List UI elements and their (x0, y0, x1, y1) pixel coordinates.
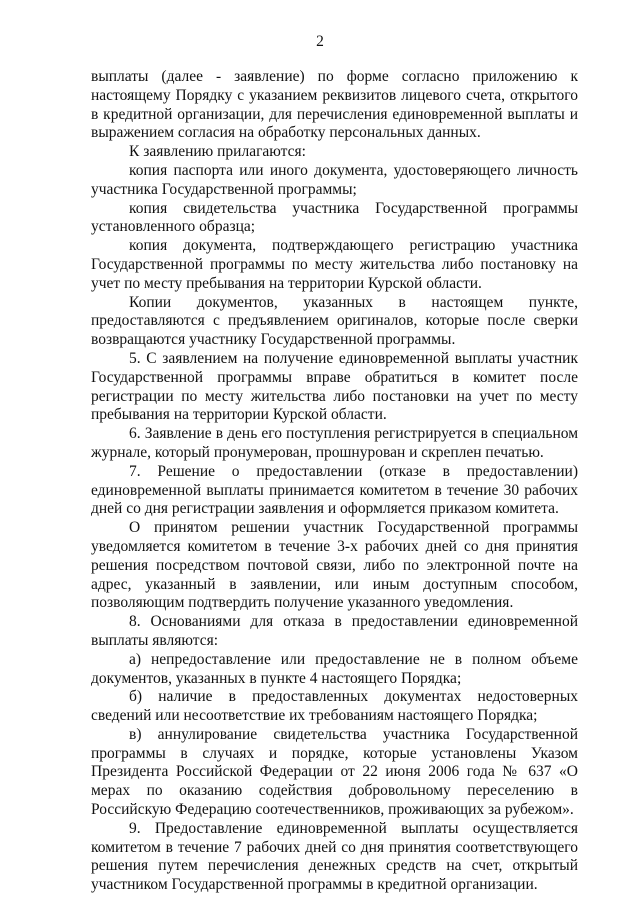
paragraph-item-9: 9. Предоставление единовременной выплаты осуществляется комитетом в течение 7 рабочих дней со дня принятия соответствующего решения путем перечисления денежных средств на счет, открытый участником Государственной программы в кредитной организации. (91, 819, 578, 894)
paragraph-registration-copy: копия документа, подтверждающего регистрацию участника Государственной программы по месту жительства либо постановку на учет по месту пребывания на территории Курской области. (91, 237, 578, 292)
paragraph-passport-copy: копия паспорта или иного документа, удостоверяющего личность участника Государственной программы; (91, 161, 578, 198)
paragraph-continuation: выплаты (далее - заявление) по форме согласно приложению к настоящему Порядку с указанием реквизитов лицевого счета, открытого в кредитной организации, для перечисления единовременной выплаты и выражением согласия на обработку персональных данных. (91, 68, 578, 142)
paragraph-originals: Копии документов, указанных в настоящем пункте, предоставляются с предъявлением оригиналов, которые после сверки возвращаются участнику Государственной программы. (91, 293, 578, 349)
paragraph-item-6: 6. Заявление в день его поступления регистрируется в специальном журнале, который пронумерован, прошнурован и скреплен печатью. (91, 425, 578, 461)
paragraph-item-8: 8. Основаниями для отказа в предоставлении единовременной выплаты являются: (91, 613, 578, 649)
paragraph-decision-notice: О принятом решении участник Государственной программы уведомляется комитетом в течение 3-х рабочих дней со дня принятия решения посредством почтовой связи, либо по электронной почте на адрес, указанный в заявлении, или иным доступным способом, позволяющим подтвердить получение указанного уведомления. (91, 519, 578, 612)
paragraph-attachments-intro: К заявлению прилагаются: (129, 143, 306, 161)
paragraph-item-8b: б) наличие в предоставленных документах недостоверных сведений или несоответствие их требованиям настоящего Порядка; (91, 688, 578, 725)
document-body (91, 68, 578, 895)
paragraph-item-8a: а) непредоставление или предоставление не в полном объеме документов, указанных в пункте 4 настоящего Порядка; (91, 650, 578, 687)
paragraph-certificate-copy: копия свидетельства участника Государственной программы установленного образца; (91, 199, 578, 236)
paragraph-item-7: 7. Решение о предоставлении (отказе в предоставлении) единовременной выплаты принимается комитетом в течение 30 рабочих дней со дня регистрации заявления и оформляется приказом комитета. (91, 462, 578, 518)
paragraph-item-5: 5. С заявлением на получение единовременной выплаты участник Государственной программы вправе обратиться в комитет после регистрации по месту жительства либо постановки на учет по месту пребывания на территории Курской области. (91, 349, 578, 424)
paragraph-item-8c: в) аннулирование свидетельства участника Государственной программы в случаях и порядке, которые установлены Указом Президента Российской Федерации от 22 июня 2006 года № 637 «О мерах по оказанию содействия добровольному переселению в Российскую Федерацию соотечественников, проживающих за рубежом». (91, 725, 578, 819)
page-number: 2 (316, 33, 324, 50)
